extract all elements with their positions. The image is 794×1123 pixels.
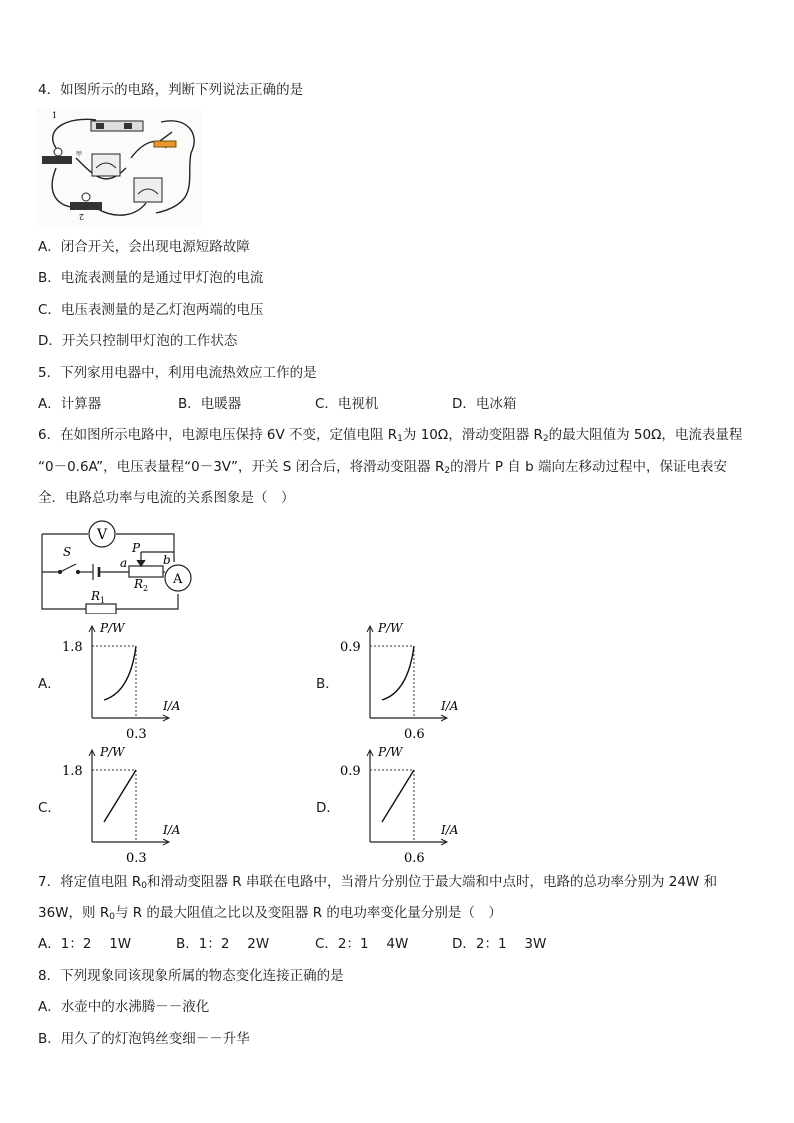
q6-graph-d [332,742,482,866]
q5-stem: 5．下列家用电器中，利用电流热效应工作的是 [38,365,317,381]
y-axis-label: P/W [100,621,125,635]
y-tick-label: 1.8 [62,640,83,655]
end-a-label: a [120,556,128,570]
q6-option-b-label[interactable]: B． [316,676,339,692]
power-line [104,770,136,822]
q4-circuit-photo [36,108,202,226]
end-b-label: b [163,553,171,567]
y-axis-label: P/W [100,745,125,759]
q6-circuit-diagram [36,514,196,614]
voltmeter-label: V [97,527,108,543]
x-tick-label: 0.6 [404,727,425,742]
label-2: 2 [78,212,84,221]
q7-option-b[interactable]: B．1：2 2W [176,936,270,952]
q5-option-c[interactable]: C．电视机 [315,396,379,412]
power-curve [104,646,136,700]
q6-option-d-label[interactable]: D． [316,800,340,816]
y-tick-label: 1.8 [62,764,83,779]
q5-option-a[interactable]: A．计算器 [38,396,102,412]
q7-option-a[interactable]: A．1：2 1W [38,936,132,952]
q7-option-d[interactable]: D．2：1 3W [452,936,547,952]
y-axis-label: P/W [378,621,403,635]
y-tick-label: 0.9 [340,764,361,779]
ammeter-label: A [173,572,183,587]
r2-label: R [134,577,144,591]
x-axis-label: I/A [441,823,459,837]
q4-stem: 4．如图所示的电路，判断下列说法正确的是 [38,82,304,98]
power-curve [382,646,414,700]
q6-graph-b [332,618,482,742]
q6-stem-line1: 6．在如图所示电路中，电源电压保持 6V 不变，定值电阻 $R_1$为 10Ω，滑动变阻器 $R_2$的最大阻值为 50Ω，电流表量程 [38,427,743,444]
r1-subscript: 1 [100,596,106,605]
q6-stem-line2: “0－0.6A”，电压表量程“0－3V”，开关 S 闭合后，将滑动变阻器 $R_2$的滑片 P 自 b 端向左移动过程中，保证电表安 [38,459,727,476]
q6-graph-c [54,742,204,866]
q8-stem: 8．下列现象同该现象所属的物态变化连接正确的是 [38,968,344,984]
q6-option-a-label[interactable]: A． [38,676,61,692]
q5-option-b[interactable]: B．电暖器 [178,396,242,412]
y-tick-label: 0.9 [340,640,361,655]
q6-option-c-label[interactable]: C． [38,800,61,816]
x-axis-label: I/A [163,699,181,713]
y-axis-label: P/W [378,745,403,759]
x-tick-label: 0.6 [404,851,425,866]
q8-option-b[interactable]: B．用久了的灯泡钨丝变细－－升华 [38,1031,250,1047]
q8-option-a[interactable]: A．水壶中的水沸腾－－液化 [38,999,210,1015]
q4-option-d[interactable]: D．开关只控制甲灯泡的工作状态 [38,333,238,349]
q7-stem-line2: 36W，则 $R_0$与 R 的最大阻值之比以及变阻器 R 的电功率变化量分别是（ ） [38,905,502,922]
switch-label: S [63,545,72,559]
label-jia: 甲 [76,151,83,158]
q7-stem-line1: 7．将定值电阻 $R_0$和滑动变阻器 R 串联在电路中，当滑片分别位于最大端和中点时，电路的总功率分别为 24W 和 [38,874,718,891]
q4-option-b[interactable]: B．电流表测量的是通过甲灯泡的电流 [38,270,264,286]
q4-option-c[interactable]: C．电压表测量的是乙灯泡两端的电压 [38,302,264,318]
q6-graph-a [54,618,204,742]
r1-label: R [91,589,101,603]
q5-option-d[interactable]: D．电冰箱 [452,396,517,412]
q4-option-a[interactable]: A．闭合开关，会出现电源短路故障 [38,239,250,255]
q6-stem-line3: 全．电路总功率与电流的关系图象是（ ） [38,490,295,506]
x-axis-label: I/A [441,699,459,713]
power-line [382,770,414,822]
x-tick-label: 0.3 [126,851,147,866]
x-axis-label: I/A [163,823,181,837]
slider-label: P [132,541,141,555]
label-1: 1 [52,111,58,120]
r2-subscript: 2 [143,584,149,593]
x-tick-label: 0.3 [126,727,147,742]
q7-option-c[interactable]: C．2：1 4W [315,936,409,952]
